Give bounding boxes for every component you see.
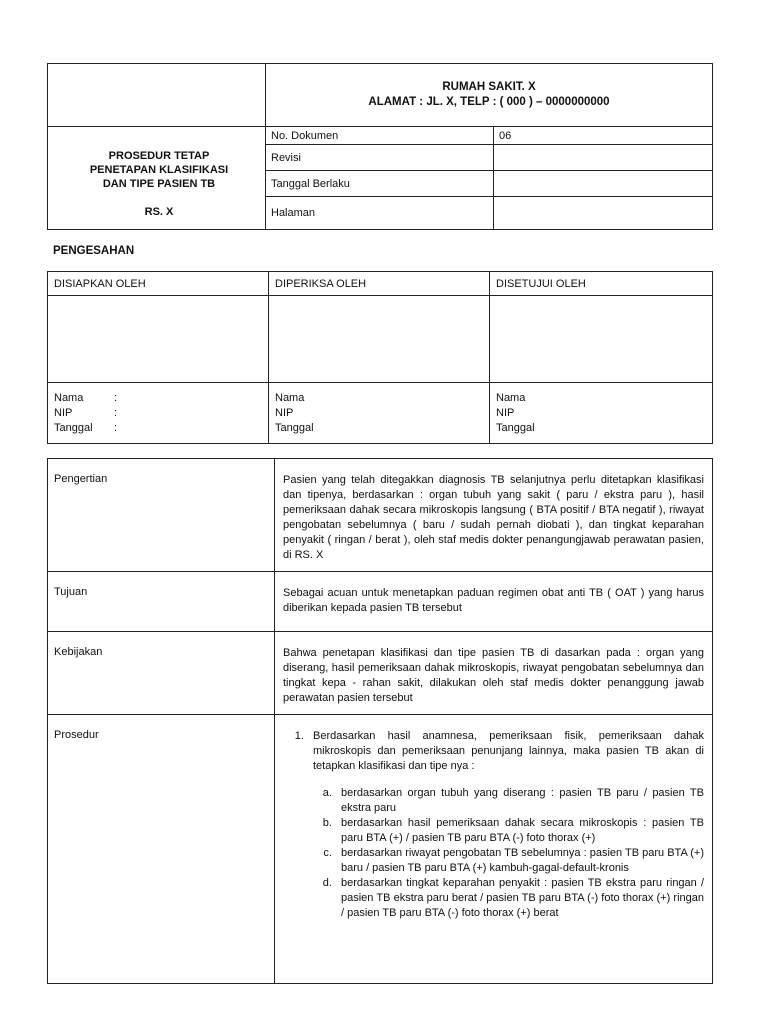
label-kebijakan: Kebijakan	[48, 632, 275, 715]
procedure-title-line-2: PENETAPAN KLASIFIKASI	[89, 163, 229, 176]
document-header-table	[47, 63, 713, 230]
hospital-info	[266, 64, 713, 127]
klasifikasi-item-b: b. berdasarkan hasil pemeriksaan dahak secara mikroskopis : pasien TB paru BTA (+) / pasien TB paru BTA (-) foto thorax (+)	[335, 816, 704, 846]
column-disiapkan: DISIAPKAN OLEH	[48, 272, 269, 296]
hospital-name: RUMAH SAKIT. X	[442, 81, 536, 93]
text-pengertian: Pasien yang telah ditegakkan diagnosis TB selanjutnya perlu ditetapkan klasifikasi dan tipenya, berdasarkan : organ tubuh yang sakit ( paru / ekstra paru ), hasil pemeriksaan dahak secara mikroskopis langsung ( BTA positif / BTA negatif ), riwayat pengobatan sebelumnya ( baru / sudah pernah diobati ), dan tingkat keparahan penyakit ( ringan / berat ), oleh staf medis dokter penangungjawab perawatan pasien, di RS. X	[275, 459, 713, 572]
klasifikasi-item-a: a. berdasarkan organ tubuh yang diserang : pasien TB paru / pasien TB ekstra paru	[335, 786, 704, 816]
procedure-title-line-1: PROSEDUR TETAP	[108, 149, 210, 162]
colon: :	[114, 391, 118, 404]
prosedur-step-1	[307, 729, 704, 921]
text-kebijakan: Bahwa penetapan klasifikasi dan tipe pasien TB di dasarkan pada : organ yang diserang, hasil pemeriksaan dahak mikroskopis, riwayat pengobatan sebelumnya dan tingkat kepa - rahan sakit, dilakukan oleh staf medis dokter penanggung jawab perawatan pasien tersebut	[275, 632, 713, 715]
signature-area-diperiksa	[269, 296, 490, 383]
field-nama: Nama	[496, 391, 526, 404]
klasifikasi-item-c: c. berdasarkan riwayat pengobatan TB sebelumnya : pasien TB paru BTA (+) baru / pasien TB paru BTA (+) kambuh-gagal-default-kronis	[335, 846, 704, 876]
text-tujuan: Sebagai acuan untuk menetapkan paduan regimen obat anti TB ( OAT ) yang harus diberikan kepada pasien TB tersebut	[275, 572, 713, 632]
meta-label-halaman: Halaman	[266, 197, 494, 230]
hospital-address: ALAMAT : JL. X, TELP : ( 000 ) – 0000000000	[368, 96, 610, 108]
meta-value-revisi	[494, 145, 713, 171]
procedure-hospital: RS. X	[144, 205, 174, 218]
logo-cell	[48, 64, 266, 127]
meta-value-tanggal-berlaku	[494, 171, 713, 197]
label-tujuan: Tujuan	[48, 572, 275, 632]
field-tanggal: Tanggal	[496, 421, 535, 434]
meta-value-halaman	[494, 197, 713, 230]
field-tanggal: Tanggal	[54, 421, 93, 434]
signature-area-disiapkan	[48, 296, 269, 383]
prosedur-intro: Berdasarkan hasil anamnesa, pemeriksaan fisik, pemeriksaan dahak mikroskopis dan pemeriksaan penunjang lainnya, maka pasien TB akan di tetapkan klasifikasi dan tipe nya :	[313, 730, 704, 772]
colon: :	[114, 421, 118, 434]
signer-fields-disetujui	[490, 383, 713, 444]
field-nama: Nama	[54, 391, 84, 404]
signer-fields-diperiksa	[269, 383, 490, 444]
pengesahan-title: PENGESAHAN	[53, 245, 135, 257]
field-nip: NIP	[54, 406, 73, 419]
colon: :	[114, 406, 118, 419]
field-nip: NIP	[275, 406, 294, 419]
prosedur-steps	[275, 715, 713, 984]
row-tujuan	[48, 572, 713, 632]
column-disetujui: DISETUJUI OLEH	[490, 272, 713, 296]
procedure-content-table	[47, 458, 713, 984]
meta-label-tanggal-berlaku: Tanggal Berlaku	[266, 171, 494, 197]
klasifikasi-list	[313, 786, 704, 921]
meta-value-doc-no: 06	[494, 127, 713, 145]
column-diperiksa: DIPERIKSA OLEH	[269, 272, 490, 296]
field-nama: Nama	[275, 391, 305, 404]
meta-label-doc-no: No. Dokumen	[266, 127, 494, 145]
row-prosedur	[48, 715, 713, 984]
signer-fields-disiapkan	[48, 383, 269, 444]
procedure-title-line-3: DAN TIPE PASIEN TB	[102, 177, 216, 190]
row-kebijakan	[48, 632, 713, 715]
prosedur-list	[283, 729, 704, 921]
field-tanggal: Tanggal	[275, 421, 314, 434]
pengesahan-table	[47, 271, 713, 444]
meta-label-revisi: Revisi	[266, 145, 494, 171]
signature-area-disetujui	[490, 296, 713, 383]
row-pengertian	[48, 459, 713, 572]
label-prosedur: Prosedur	[48, 715, 275, 984]
procedure-title-cell	[48, 127, 266, 230]
label-pengertian: Pengertian	[48, 459, 275, 572]
field-nip: NIP	[496, 406, 515, 419]
klasifikasi-item-d: d. berdasarkan tingkat keparahan penyakit : pasien TB ekstra paru ringan / pasien TB ekstra paru berat / pasien TB paru BTA (-) foto thorax (+) ringan / pasien TB paru BTA (-) foto thorax (+) berat	[335, 876, 704, 921]
